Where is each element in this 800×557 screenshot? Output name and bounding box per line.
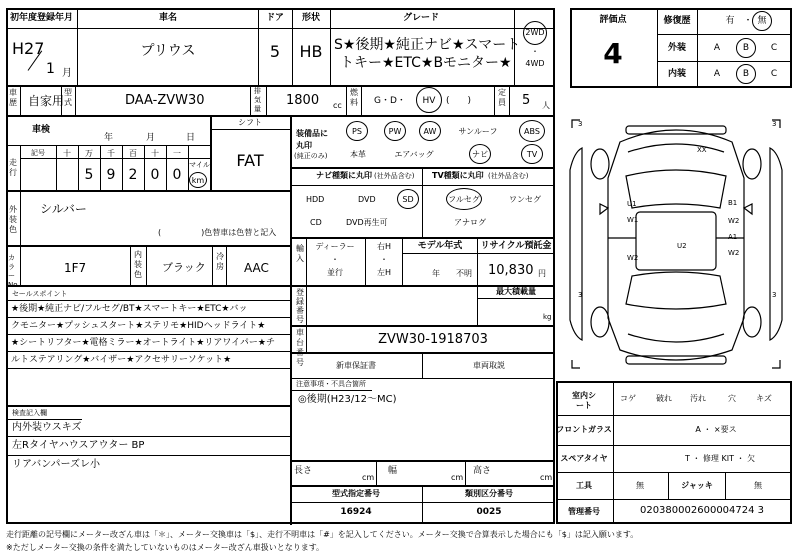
mileage-sign-header: 記号: [31, 149, 45, 157]
interior-seat-label: 室内シート: [572, 391, 596, 410]
seat-stain: 汚れ: [690, 394, 706, 403]
model-year-label: モデル年式: [417, 241, 463, 251]
interior-c: C: [770, 69, 778, 79]
model-value: DAA-ZVW30: [125, 93, 205, 108]
usage-value: 自家用: [28, 94, 65, 108]
navi-sub: (社外品含む): [374, 172, 415, 180]
ac-value: AAC: [244, 261, 269, 275]
equip-sunroof: サンルーフ: [458, 127, 498, 136]
unit-juu: 十: [151, 149, 159, 158]
dmg-label-w2-b: W2: [627, 254, 639, 262]
tv-fullseg: フルセグ: [448, 195, 480, 204]
model-label: 型式: [64, 88, 72, 107]
navi-cd: CD: [310, 218, 322, 227]
navi-hdd: HDD: [306, 195, 325, 204]
body-shape: HB: [299, 42, 323, 61]
sales-point-line-3: ★シートリフター★電格ミラー★オートライト★リアワイパー★チ: [11, 338, 275, 348]
control-number-label: 管理番号: [568, 507, 600, 516]
interior-color-value: ブラック: [162, 261, 206, 274]
drive-dot: ・: [531, 47, 539, 56]
interior-color-label: 内装色: [134, 250, 142, 279]
mileage-digit-2: 9: [106, 167, 116, 183]
displacement-value: 1800: [286, 93, 320, 108]
designation-number: 16924: [340, 507, 372, 517]
equip-abs: ABS: [524, 127, 540, 136]
sales-point-line-4: ルトステアリング★バイザー★アクセサリーソケット★: [11, 355, 232, 365]
exterior-b: B: [742, 43, 750, 53]
import-dealer: ディーラー: [315, 242, 355, 251]
grade-header: グレード: [402, 13, 440, 23]
spare-tire-options: T ・ 修理 KIT ・ 欠: [684, 454, 756, 463]
unit-ichi: 一: [173, 149, 181, 158]
seat-hole: 穴: [728, 394, 736, 403]
capacity-label: 定員: [498, 88, 506, 107]
inspector-line-3: リアバンパーズレ小: [12, 459, 100, 470]
footer-note-1: 走行距離の記号欄にメーター改ざん車は「＊」、メーター交換車は「$」、走行不明車は「#」を記入してください。メーター交換で合算表示した場合にも「$」は記入願います。: [6, 530, 639, 539]
dmg-label-xx: XX: [697, 146, 707, 154]
score-label: 評価点: [599, 15, 627, 25]
year-header: 初年度登録年月: [10, 13, 74, 23]
model-year-unknown: 不明: [456, 269, 472, 278]
dmg-label-a1: A1: [728, 233, 738, 241]
import-dot-1: ・: [331, 255, 339, 264]
shape-header: 形状: [301, 13, 321, 23]
car-name: プリウス: [140, 43, 196, 59]
equip-navi: ナビ: [472, 150, 488, 159]
windshield-options: A ・ ×要ス: [695, 425, 737, 434]
inspection-year: 年: [104, 133, 114, 143]
interior-grade-label: 内装: [667, 69, 687, 79]
mileage-digit-5: 0: [172, 167, 182, 183]
panel-3-top-right: 3: [772, 120, 777, 128]
displacement-label: 排気量: [254, 87, 261, 113]
inspection-label: 車検: [32, 125, 51, 135]
repair-label: 修復歴: [663, 16, 691, 26]
max-load-unit: kg: [543, 313, 552, 321]
control-number: 020380002600004724 3: [639, 505, 765, 516]
seat-scratch: キズ: [756, 394, 772, 403]
dmg-label-b1: B1: [728, 199, 738, 207]
fuel-label: 燃料: [350, 88, 358, 107]
exterior-grade-label: 外装: [667, 43, 687, 53]
dmg-label-w2-a: W2: [728, 217, 740, 225]
grade-line-1: S★後期★純正ナビ★スマート: [334, 37, 521, 53]
exterior-c: C: [770, 43, 778, 53]
repair-have: 有: [725, 16, 735, 26]
seat-burn: コゲ: [620, 394, 636, 403]
tools-value: 無: [636, 481, 644, 490]
mileage-digit-1: 5: [84, 167, 94, 183]
warranty-doc: 新車保証書: [336, 361, 376, 370]
windshield-label: フロントガラス: [556, 425, 612, 434]
category-number: 0025: [476, 507, 502, 517]
interior-a: A: [713, 69, 721, 79]
recycle-label: リサイクル預託金: [480, 241, 552, 251]
spare-tire-label: スペアタイヤ: [560, 454, 608, 463]
model-year-unit: 年: [432, 269, 440, 278]
panel-3-bottom-right: 3: [772, 291, 777, 299]
tv-oneseg: ワンセグ: [509, 195, 541, 204]
color-code-label: カラーNo.: [8, 254, 20, 289]
cc-unit: cc: [333, 101, 342, 110]
dmg-label-u2: U2: [677, 242, 687, 250]
equip-pw: PW: [388, 127, 402, 136]
exterior-color-value: シルバー: [40, 202, 87, 216]
era-year: H27: [12, 39, 45, 58]
shift-value: FAT: [236, 151, 264, 170]
width-unit: cm: [451, 473, 464, 482]
interior-b: B: [742, 69, 750, 79]
exterior-color-label: 外装色: [9, 205, 17, 234]
jack-label: ジャッキ: [681, 481, 713, 490]
mile-unit: マイル: [189, 161, 210, 169]
capacity-value: 5: [522, 93, 531, 108]
length-label: 長さ: [294, 466, 313, 476]
door-header: ドア: [266, 13, 284, 23]
registration-label: 登録番号: [296, 288, 304, 324]
sales-point-line-2: クモニター★プッシュスタート★ステリモ★HIDヘッドライト★: [11, 321, 266, 331]
navi-dvd-play: DVD再生可: [346, 218, 388, 227]
fuel-other: ( ): [446, 96, 472, 106]
sales-points-label: セールスポイント: [12, 290, 68, 298]
inspector-line-2: 左Rタイヤハウスアウター BP: [12, 440, 145, 451]
recycle-unit: 円: [538, 269, 546, 278]
import-parallel: 並行: [327, 268, 343, 277]
length-unit: cm: [362, 473, 375, 482]
repair-none: 無: [757, 16, 767, 26]
seat-tear: 破れ: [656, 394, 672, 403]
usage-label: 車歴: [9, 88, 17, 107]
import-dot-2: ・: [380, 255, 388, 264]
door-count: 5: [269, 42, 281, 61]
inspector-label: 検査記入欄: [12, 409, 47, 417]
equip-airbag: エアバッグ: [394, 150, 434, 159]
exterior-a: A: [713, 43, 721, 53]
equipment-sub: (純正のみ): [294, 152, 328, 160]
evaluation-score: 4: [603, 37, 623, 70]
dmg-label-u1: U1: [627, 200, 637, 208]
panel-3-top-left: 3: [578, 120, 583, 128]
designation-label: 型式指定番号: [332, 489, 380, 498]
import-label: 輸入: [296, 244, 304, 263]
notes-label: 注意事項・不具合箇所: [296, 380, 366, 388]
navi-title: ナビ種類に丸印: [316, 171, 372, 180]
unit-hyaku: 百: [129, 149, 137, 158]
unit-man: 万: [85, 149, 93, 158]
car-name-header: 車名: [158, 13, 178, 23]
max-load-label: 最大積載量: [496, 287, 536, 296]
unit-sen: 千: [107, 149, 115, 158]
color-code-value: 1F7: [64, 261, 87, 275]
equip-ps: PS: [352, 127, 362, 136]
height-label: 高さ: [473, 466, 492, 476]
car-damage-diagram: [560, 108, 792, 380]
footer-note-2: ※ただしメーター交換の条件を満たしていないものはメーター改ざん車扱いとなります。: [6, 543, 325, 552]
ac-label: 冷房: [216, 252, 224, 271]
height-unit: cm: [540, 473, 553, 482]
notes-value: ◎後期(H23/12〜MC): [298, 394, 397, 405]
capacity-unit: 人: [542, 101, 550, 110]
manual-doc: 車両取説: [473, 361, 505, 370]
shift-label: シフト: [238, 118, 262, 127]
recycle-value: 10,830: [488, 263, 534, 278]
dmg-label-w1: W1: [627, 216, 639, 224]
drive-2wd: 2WD: [525, 28, 545, 37]
jack-value: 無: [754, 481, 762, 490]
equipment-label: 装備品に丸印: [296, 129, 328, 150]
dmg-label-w2-c: W2: [728, 249, 740, 257]
inspection-month: 月: [146, 133, 156, 143]
chassis-number: ZVW30-1918703: [378, 332, 488, 347]
color-change-note: ( )色替車は色替と記入: [158, 228, 277, 237]
width-label: 幅: [388, 466, 398, 476]
handle-right: 右H: [376, 242, 392, 251]
inspection-day: 日: [186, 133, 196, 143]
equip-tv: TV: [526, 150, 538, 159]
fuel-options: G・D・: [374, 96, 406, 106]
navi-dvd: DVD: [358, 195, 376, 204]
drive-4wd: 4WD: [525, 59, 545, 68]
mileage-label: 走行: [9, 158, 17, 177]
km-unit: km: [191, 176, 205, 185]
fuel-hv: HV: [422, 96, 436, 106]
month-unit: 月: [62, 68, 72, 79]
tv-sub: (社外品含む): [488, 172, 529, 180]
equip-aw: AW: [423, 127, 437, 136]
mileage-digit-3: 2: [128, 167, 138, 183]
repair-sep: ・: [743, 16, 753, 26]
equip-leather: 本革: [350, 150, 366, 159]
handle-left: 左H: [376, 268, 392, 277]
grade-line-2: トキー★ETC★Bモニター★: [340, 55, 512, 71]
mileage-digit-4: 0: [150, 167, 160, 183]
tools-label: 工具: [576, 481, 592, 490]
panel-3-bottom-left: 3: [578, 291, 583, 299]
sales-point-line-1: ★後期★純正ナビ/フルセグ/BT★スマートキー★ETC★バッ: [11, 304, 248, 314]
unit-ten-man: 十: [63, 149, 71, 158]
tv-analog: アナログ: [454, 218, 486, 227]
navi-sd: SD: [402, 195, 414, 204]
chassis-label: 車台番号: [296, 328, 304, 367]
inspector-line-1: 内外装ウスキズ: [12, 422, 82, 433]
category-label: 類別区分番号: [465, 489, 513, 498]
tv-title: TV種類に丸印: [432, 171, 484, 180]
registration-month: 1: [46, 61, 55, 77]
